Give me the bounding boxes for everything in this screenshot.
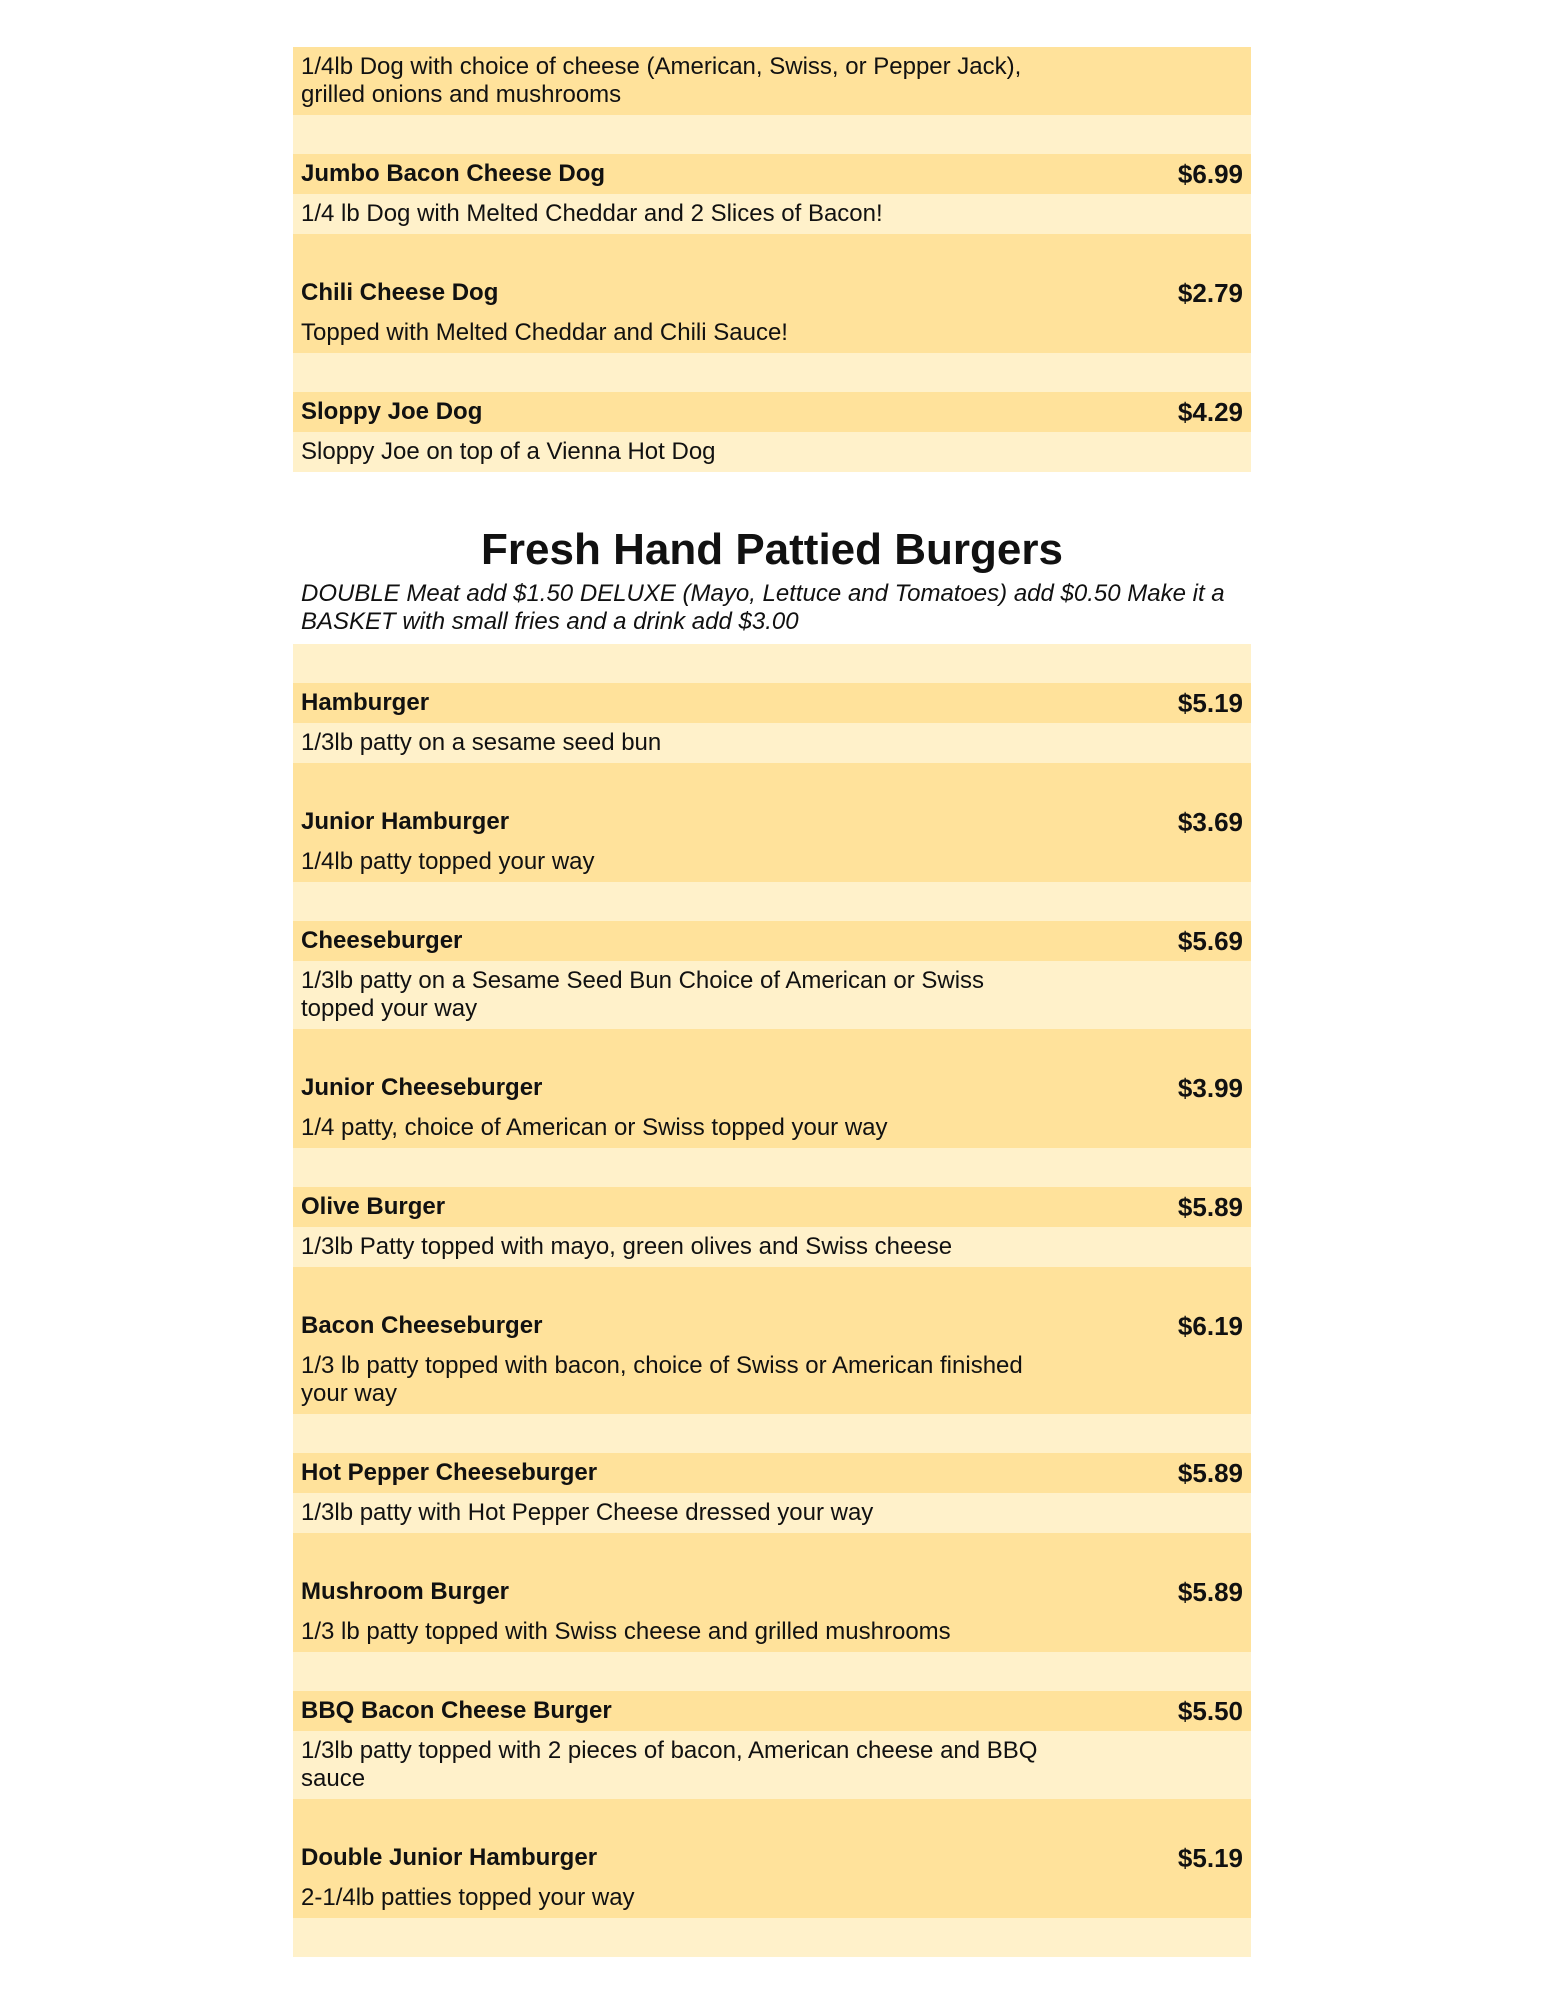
item-price: $5.50 bbox=[1177, 1696, 1243, 1726]
item-name: Bacon Cheeseburger bbox=[301, 1312, 543, 1339]
section-note: DOUBLE Meat add $1.50 DELUXE (Mayo, Lettuce and Tomatoes) add $0.50 Make it a BASKET with small fries and a drink add $3.00 bbox=[301, 580, 1225, 635]
menu-item-description bbox=[293, 1493, 1251, 1533]
item-description: 1/4 lb Dog with Melted Cheddar and 2 Slices of Bacon! bbox=[301, 200, 883, 227]
item-price: $5.89 bbox=[1177, 1192, 1243, 1222]
item-description: Topped with Melted Cheddar and Chili Sauce! bbox=[301, 319, 788, 346]
menu-item-title-row bbox=[293, 1068, 1251, 1108]
item-description: 1/3lb patty topped with 2 pieces of bacon, American cheese and BBQ sauce bbox=[301, 1737, 1038, 1792]
row-spacer bbox=[293, 1799, 1251, 1838]
menu-item-description bbox=[293, 1346, 1251, 1414]
item-name: Junior Cheeseburger bbox=[301, 1074, 543, 1101]
menu-item-title-row bbox=[293, 1691, 1251, 1731]
item-price: $2.79 bbox=[1177, 278, 1243, 308]
menu-page bbox=[293, 47, 1251, 1957]
item-description: 1/3 lb patty topped with Swiss cheese and grilled mushrooms bbox=[301, 1618, 951, 1645]
menu-item-title-row bbox=[293, 1306, 1251, 1346]
menu-item-description bbox=[293, 961, 1251, 1029]
menu-item-description bbox=[293, 432, 1251, 472]
menu-item-description bbox=[293, 47, 1251, 115]
row-spacer bbox=[293, 353, 1251, 392]
menu-item-title-row bbox=[293, 273, 1251, 313]
item-name: Mushroom Burger bbox=[301, 1578, 510, 1605]
row-spacer bbox=[293, 882, 1251, 921]
item-description: 1/4lb patty topped your way bbox=[301, 848, 595, 875]
menu-item-description bbox=[293, 1612, 1251, 1652]
item-price: $4.29 bbox=[1177, 397, 1243, 427]
item-description: 2-1/4lb patties topped your way bbox=[301, 1884, 635, 1911]
row-spacer bbox=[293, 1652, 1251, 1691]
section-gap bbox=[293, 472, 1251, 524]
item-price: $5.89 bbox=[1177, 1458, 1243, 1488]
row-spacer bbox=[293, 1148, 1251, 1187]
row-spacer bbox=[293, 763, 1251, 802]
menu-item-title-row bbox=[293, 1572, 1251, 1612]
hotdog-section bbox=[293, 47, 1251, 472]
menu-item-title-row bbox=[293, 1187, 1251, 1227]
item-name: Double Junior Hamburger bbox=[301, 1844, 598, 1871]
item-price: $5.89 bbox=[1177, 1577, 1243, 1607]
item-price: $5.19 bbox=[1177, 688, 1243, 718]
item-name: Junior Hamburger bbox=[301, 808, 510, 835]
row-spacer bbox=[293, 115, 1251, 154]
item-name: Chili Cheese Dog bbox=[301, 279, 499, 306]
item-description: Sloppy Joe on top of a Vienna Hot Dog bbox=[301, 438, 716, 465]
menu-item-description bbox=[293, 313, 1251, 353]
burger-section bbox=[293, 524, 1251, 1957]
section-title: Fresh Hand Pattied Burgers bbox=[481, 525, 1063, 574]
item-price: $5.69 bbox=[1177, 926, 1243, 956]
menu-item-title-row bbox=[293, 154, 1251, 194]
menu-item-description bbox=[293, 1108, 1251, 1148]
row-spacer bbox=[293, 1533, 1251, 1572]
menu-item-title-row bbox=[293, 1838, 1251, 1878]
menu-item-title-row bbox=[293, 392, 1251, 432]
item-description: 1/3lb Patty topped with mayo, green olives and Swiss cheese bbox=[301, 1233, 953, 1260]
menu-item-title-row bbox=[293, 1453, 1251, 1493]
item-description: 1/3lb patty on a Sesame Seed Bun Choice of American or Swiss topped your way bbox=[301, 967, 985, 1022]
menu-item-title-row bbox=[293, 683, 1251, 723]
menu-item-description bbox=[293, 194, 1251, 234]
item-name: Cheeseburger bbox=[301, 927, 463, 954]
row-spacer bbox=[293, 234, 1251, 273]
item-name: Hamburger bbox=[301, 689, 430, 716]
item-price: $6.19 bbox=[1177, 1311, 1243, 1341]
item-description: 1/3 lb patty topped with bacon, choice of Swiss or American finished your way bbox=[301, 1352, 1023, 1407]
item-name: Jumbo Bacon Cheese Dog bbox=[301, 160, 606, 187]
row-spacer bbox=[293, 1029, 1251, 1068]
row-spacer bbox=[293, 1267, 1251, 1306]
row-spacer bbox=[293, 1414, 1251, 1453]
menu-item-description bbox=[293, 1227, 1251, 1267]
item-price: $5.19 bbox=[1177, 1843, 1243, 1873]
item-description: 1/3lb patty on a sesame seed bun bbox=[301, 729, 662, 756]
item-price: $3.69 bbox=[1177, 807, 1243, 837]
item-price: $3.99 bbox=[1177, 1073, 1243, 1103]
item-name: Olive Burger bbox=[301, 1193, 446, 1220]
menu-item-description bbox=[293, 723, 1251, 763]
item-description: 1/4lb Dog with choice of cheese (American, Swiss, or Pepper Jack), grilled onions and mushrooms bbox=[301, 53, 1022, 108]
item-name: Sloppy Joe Dog bbox=[301, 398, 483, 425]
item-price: $6.99 bbox=[1177, 159, 1243, 189]
item-description: 1/3lb patty with Hot Pepper Cheese dressed your way bbox=[301, 1499, 874, 1526]
menu-item-description bbox=[293, 1878, 1251, 1918]
menu-item-title-row bbox=[293, 802, 1251, 842]
row-spacer bbox=[293, 644, 1251, 683]
item-name: Hot Pepper Cheeseburger bbox=[301, 1459, 598, 1486]
menu-item-title-row bbox=[293, 921, 1251, 961]
item-name: BBQ Bacon Cheese Burger bbox=[301, 1697, 612, 1724]
item-description: 1/4 patty, choice of American or Swiss topped your way bbox=[301, 1114, 888, 1141]
menu-item-description bbox=[293, 842, 1251, 882]
menu-item-description bbox=[293, 1731, 1251, 1799]
row-spacer bbox=[293, 1918, 1251, 1957]
